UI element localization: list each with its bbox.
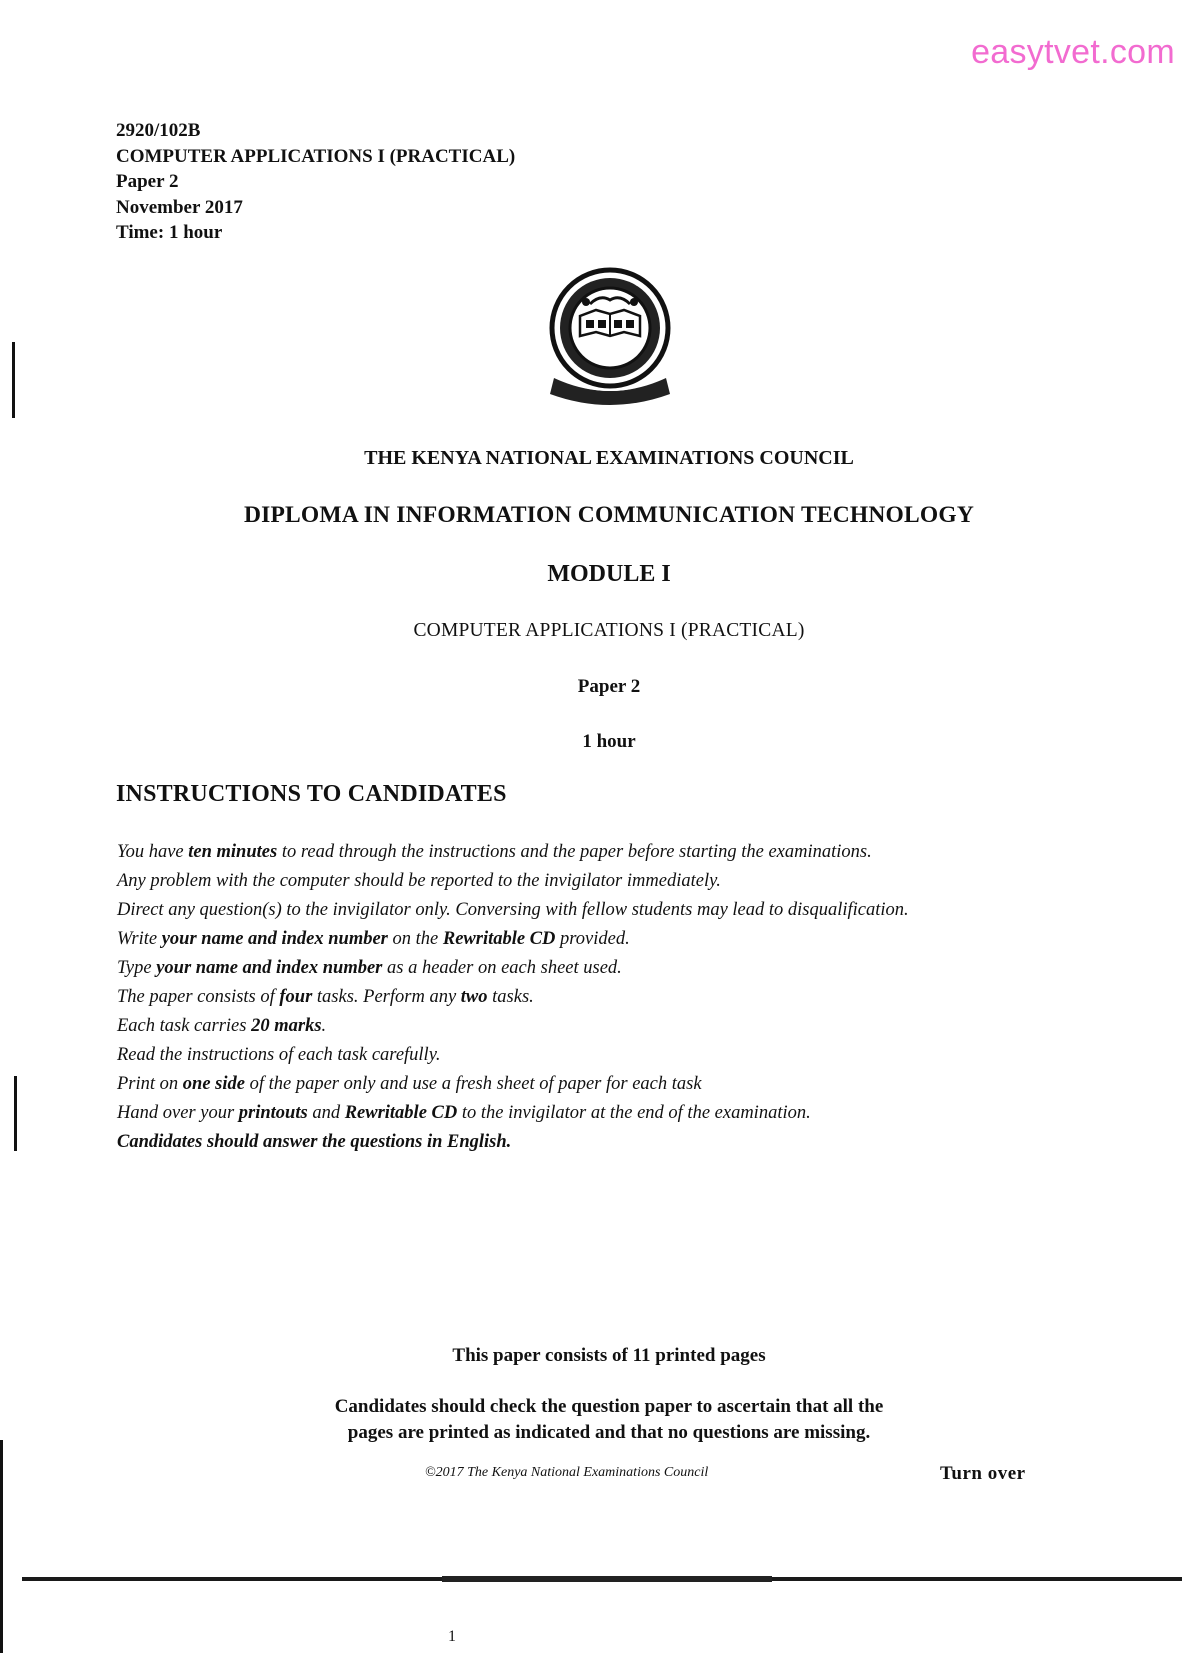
council-seal-logo — [546, 266, 674, 416]
copyright: ©2017 The Kenya National Examinations Council — [425, 1465, 709, 1480]
page-number: 1 — [448, 1628, 456, 1645]
instruction-item — [117, 1128, 909, 1157]
course-name: COMPUTER APPLICATIONS I (PRACTICAL) — [413, 620, 805, 641]
instruction-text: on the — [387, 929, 443, 949]
instruction-item — [117, 983, 909, 1012]
check-note-line-1: Candidates should check the question paper to ascertain that all the — [334, 1396, 884, 1417]
instruction-emphasis: your name and index number — [156, 958, 383, 978]
instruction-text: Hand over your — [117, 1103, 239, 1123]
instruction-text: Any problem with the computer should be reported to the invigilator immediately. — [117, 871, 721, 891]
instruction-emphasis: Rewritable CD — [442, 929, 556, 949]
paper-label: Paper 2 — [577, 676, 641, 697]
instruction-emphasis: 20 marks — [251, 1016, 322, 1036]
instruction-text: Write — [117, 929, 162, 949]
instruction-text: to the invigilator at the end of the examination. — [457, 1103, 811, 1123]
instruction-emphasis: Candidates should answer the questions in English. — [117, 1132, 512, 1152]
bottom-rule — [22, 1577, 1182, 1581]
check-note-line-2: pages are printed as indicated and that no questions are missing. — [347, 1422, 871, 1443]
binding-mark — [14, 1076, 17, 1151]
check-note — [0, 1394, 1200, 1446]
paper-code: 2920/102B — [116, 120, 201, 141]
instruction-text: to read through the instructions and the paper before starting the examinations. — [277, 842, 872, 862]
instructions-heading: INSTRUCTIONS TO CANDIDATES — [116, 781, 507, 807]
duration: 1 hour — [582, 731, 636, 752]
instruction-text: Print on — [117, 1074, 183, 1094]
course-title: DIPLOMA IN INFORMATION COMMUNICATION TECHNOLOGY — [243, 502, 975, 528]
exam-date: November 2017 — [116, 196, 243, 218]
instruction-text: tasks. Perform any — [312, 987, 461, 1007]
instruction-text: Read the instructions of each task carefully. — [117, 1045, 441, 1065]
instruction-emphasis: four — [279, 987, 313, 1007]
exam-time: Time: 1 hour — [116, 222, 223, 243]
instruction-text: Direct any question(s) to the invigilator only. Conversing with fellow students may lead to disqualification. — [117, 900, 909, 920]
instruction-text: . — [321, 1016, 327, 1036]
instruction-item — [117, 1012, 909, 1041]
instruction-item — [117, 838, 909, 867]
instruction-emphasis: one side — [182, 1074, 245, 1094]
instruction-item — [117, 1099, 909, 1128]
instruction-item — [117, 925, 909, 954]
instruction-text: Type — [117, 958, 157, 978]
instruction-item — [117, 954, 909, 983]
instructions-list — [117, 838, 909, 1157]
instruction-text: You have — [117, 842, 189, 862]
instruction-text: Each task carries — [117, 1016, 252, 1036]
binding-mark — [0, 1440, 3, 1653]
instruction-item — [117, 1070, 909, 1099]
instruction-text: The paper consists of — [117, 987, 280, 1007]
instruction-emphasis: your name and index number — [161, 929, 388, 949]
pages-note: This paper consists of 11 printed pages — [452, 1345, 766, 1366]
council-name: THE KENYA NATIONAL EXAMINATIONS COUNCIL — [364, 447, 854, 469]
instruction-item — [117, 867, 909, 896]
instruction-emphasis: two — [460, 987, 488, 1007]
instruction-item — [117, 896, 909, 925]
instruction-text: tasks. — [487, 987, 534, 1007]
paper-subject: COMPUTER APPLICATIONS I (PRACTICAL) — [116, 145, 516, 167]
turn-over: Turn over — [940, 1463, 1026, 1484]
module-title: MODULE I — [547, 561, 671, 587]
instruction-item — [117, 1041, 909, 1070]
binding-mark — [12, 342, 15, 418]
instruction-text: of the paper only and use a fresh sheet of paper for each task — [244, 1074, 702, 1094]
paper-number: Paper 2 — [116, 171, 179, 192]
instruction-text: and — [307, 1103, 345, 1123]
instruction-text: as a header on each sheet used. — [382, 958, 622, 978]
instruction-emphasis: Rewritable CD — [344, 1103, 458, 1123]
instruction-emphasis: ten minutes — [188, 842, 278, 862]
watermark: easytvet.com — [971, 33, 1175, 71]
instruction-emphasis: printouts — [238, 1103, 308, 1123]
paper-header — [116, 118, 515, 246]
instruction-text: provided. — [555, 929, 630, 949]
